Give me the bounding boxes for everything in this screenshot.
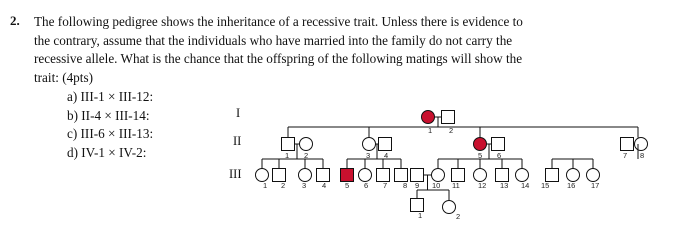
individual-number: 3: [366, 151, 371, 160]
individual-number: 6: [497, 151, 502, 160]
individual-number: 1: [428, 126, 433, 135]
female-individual-III-14: [516, 169, 529, 182]
male-affected-individual-III-5: [341, 169, 354, 182]
question-line: recessive allele. What is the chance that the offspring of the following matings will show the: [34, 51, 523, 66]
mating-c: c) III-6 × III-13:: [67, 126, 154, 142]
female-individual-II-8: [635, 138, 648, 151]
male-individual-II-6: [492, 138, 505, 151]
male-individual-II-4: [379, 138, 392, 151]
individual-number: 4: [384, 151, 389, 160]
individual-number: 8: [640, 151, 645, 160]
male-individual-III-8: [395, 169, 408, 182]
individual-number: 5: [478, 151, 483, 160]
individual-number: 15: [541, 181, 550, 190]
question-number: 2.: [10, 13, 20, 28]
question-line: trait: (4pts): [34, 69, 93, 85]
individual-number: 2: [456, 212, 461, 221]
individual-number: 5: [345, 181, 350, 190]
male-individual-II-1: [282, 138, 295, 151]
individual-number: 6: [364, 181, 369, 190]
individual-number: 1: [263, 181, 268, 190]
individual-number: 3: [302, 181, 307, 190]
female-individual-III-12: [474, 169, 487, 182]
individual-number: 17: [591, 181, 600, 190]
individual-number: 10: [432, 181, 441, 190]
male-individual-III-11: [452, 169, 465, 182]
male-individual-III-15: [546, 169, 559, 182]
female-individual-II-2: [300, 138, 313, 151]
individual-number: 13: [500, 181, 509, 190]
generation-label-III: III: [229, 167, 242, 181]
generation-label-I: I: [236, 106, 241, 120]
female-affected-individual-II-5: [474, 138, 487, 151]
male-individual-I-2: [442, 111, 455, 124]
individual-number: 7: [623, 151, 628, 160]
female-individual-II-3: [363, 138, 376, 151]
individual-number: 12: [478, 181, 487, 190]
female-individual-III-1: [256, 169, 269, 182]
male-individual-IV-1: [411, 199, 424, 212]
individual-number: 8: [403, 181, 408, 190]
question-line: The following pedigree shows the inheritance of a recessive trait. Unless there is evidence to: [34, 14, 523, 29]
female-individual-III-10: [432, 169, 445, 182]
female-individual-IV-2: [443, 201, 456, 214]
female-individual-III-3: [299, 169, 312, 182]
individual-number: 11: [452, 181, 460, 190]
individual-number: 16: [567, 181, 576, 190]
male-individual-III-2: [273, 169, 286, 182]
individual-number: 7: [383, 181, 388, 190]
mating-a: a) III-1 × III-12:: [67, 89, 154, 104]
individual-number: 1: [285, 151, 290, 160]
individual-number: 9: [415, 181, 420, 190]
female-individual-III-17: [587, 169, 600, 182]
individual-number: 14: [521, 181, 530, 190]
male-individual-III-4: [317, 169, 330, 182]
male-individual-III-7: [377, 169, 390, 182]
question-line: the contrary, assume that the individuals who have married into the family do not carry the: [34, 32, 513, 48]
mating-d: d) IV-1 × IV-2:: [67, 144, 147, 160]
female-individual-III-16: [567, 169, 580, 182]
individual-number: 1: [418, 211, 423, 220]
female-individual-III-6: [359, 169, 372, 182]
individual-number: 2: [304, 151, 309, 160]
individual-number: 4: [322, 181, 327, 190]
individual-number: 2: [281, 181, 286, 190]
male-individual-III-9: [411, 169, 424, 182]
generation-label-II: II: [233, 134, 242, 148]
male-individual-III-13: [496, 169, 509, 182]
individual-number: 2: [449, 126, 454, 135]
mating-b: b) II-4 × III-14:: [67, 107, 150, 123]
female-affected-individual-I-1: [422, 111, 435, 124]
male-individual-II-7: [621, 138, 634, 151]
